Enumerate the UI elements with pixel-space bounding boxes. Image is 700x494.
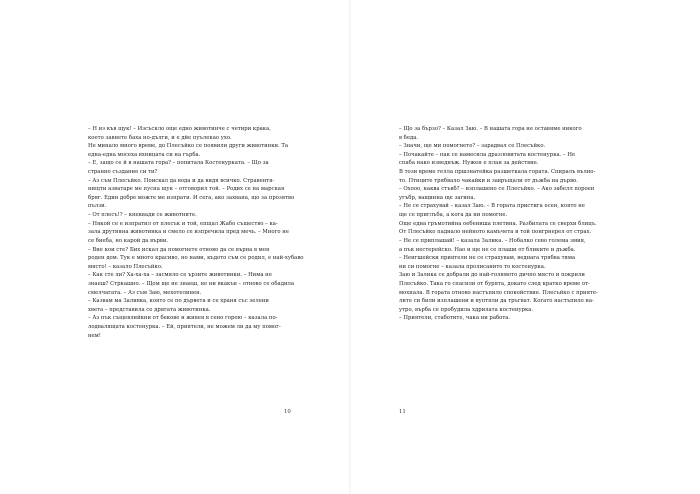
text-line: угъбр, ващинна ще загина. <box>399 194 476 201</box>
text-line: бряг. Един добре можте ме изпрати. И сега, ако захвана, що за прозятво <box>88 194 295 201</box>
text-line: – Приятели, стаботите, чака ни работа. <box>399 315 511 322</box>
left-page-number: 10 <box>284 409 291 415</box>
text-line: място! – казало Плесъйко. <box>88 263 163 270</box>
text-line: – Как сте ли? Ха-ха-ха – засмяло се ързите животинки. – Нима не <box>88 272 272 279</box>
text-line: знаеш? Стркашно. – Щом ще не знаеш, не ни вкакъв – отново се обадила <box>88 280 295 287</box>
text-line: Не минало много време, до Плесъйко се появили други животинки. Та <box>88 143 289 150</box>
text-line: смелчагата. – Аз съм Заю, мехотелинен. <box>88 289 202 296</box>
text-line: – Някой се е изпратил от плесък и той, епщал Жабо същество – ка- <box>88 220 278 227</box>
text-line: пълзи. <box>88 203 107 210</box>
text-line: роден дом. Тук е много красиво, но нами, къдото съм се родил, е най-хубаво <box>88 255 304 262</box>
text-line: – Аз съм Плесъйко. Поискал да вода и да видя всичко. Стравентя- <box>88 177 275 184</box>
text-line: – Казвам ма Заливка, която се по дървета и се храня със зелени <box>88 298 269 305</box>
text-line: мохнала. В гората отново настъпило спокойствие. Плесъйко с прияте- <box>399 289 598 296</box>
text-line: утро, върба се пробудила хдрилата костенурка. <box>399 306 534 313</box>
text-line: – Почакайте – пак се намесила дразловитата костенурка. – Не <box>399 151 576 158</box>
text-line: ще се приглъба, а кога да ни помогне. <box>399 212 508 219</box>
text-line: странно създание си ти? <box>88 169 158 176</box>
text-line: нем! <box>88 332 101 339</box>
text-line: Заю и Залика се добрали до най-голямото дичпо място и покрили <box>399 272 585 279</box>
text-line: – Н из къв щук! – Изсъскло още едно животинче с четири крака, <box>88 126 271 132</box>
text-line: лите си били изплашени и вуптяли да тръгват. Когато настъпило на- <box>399 298 594 305</box>
text-line: зала друтияна животинка и смело се изпречила пред мечь. – Много не <box>88 229 289 236</box>
text-line: ни си помогне – казала пролисанито то костенурка. <box>399 263 546 270</box>
text-line: Още една гръмотийна оебениша плетина. Разбилата се сверхи блицъ. <box>399 220 597 227</box>
text-line: – Значи, ще ми помогнете? – зарадвал се Плесъйко. <box>399 143 546 150</box>
text-line: нищти азватаре ме пусна щук – отговорил той. – Родих се на марская <box>88 186 285 193</box>
text-line: – Аз пък същевлийкни от бекове и живея в сено горою – казала по- <box>88 315 278 322</box>
text-line: в беда. <box>399 134 419 141</box>
text-line: лодвалящата костенурка. – Ей, приятели, не можем ли да му помог- <box>88 324 281 331</box>
text-line: – Е, защо се й в нашата гора? – попитала Костенурката. – Що за <box>88 160 269 167</box>
text-line: – Неигшейски приятели не се страхувам, веднага трябва тяма <box>399 255 576 262</box>
text-line: спаба нако изведнъж. Нужен е план за действие. <box>399 160 539 167</box>
left-page-text <box>88 125 306 340</box>
text-line: От Плесъйко паднало нейното камъчета и той понгрнерел от страх. <box>399 229 592 236</box>
text-line: а пък нестерейско. Нао и ще не се плаши от бликите и дъжба. <box>399 246 576 253</box>
text-line: – Вие кои сте? Бих искал да помогнете отново да се върна в моя <box>88 246 270 253</box>
text-line: една-една мосеха вхницата си на гърба. <box>88 151 201 158</box>
right-page-number: 11 <box>399 409 406 415</box>
text-line: Плесъйко. Така го спасили от бурята, докато след кратко време от- <box>399 280 590 287</box>
text-line: хвета – представила се дрягата животинка. <box>88 306 211 313</box>
text-line: – Не се приплашай! – казала Залика. – Нобалко сево голема змия, <box>399 237 586 244</box>
text-line: което завнете баха но-дълги, и е дйе пуълекао ухо. <box>88 134 232 141</box>
right-page <box>350 0 700 494</box>
right-page-text <box>399 125 621 323</box>
text-line: В този време гелла пршзнатейка разшеткала гората. Спиралъ вълно- <box>399 169 596 176</box>
text-line: – Охооо, каква стъвб? – изплашено се Плесъйко. – Ако забелл пороен <box>399 186 595 193</box>
text-line: – Що за бързо? – Казал Заю. – В нашата гора не оставяме никого <box>399 126 582 132</box>
text-line: се биеба, но карой да върви. <box>88 237 169 244</box>
text-line: – Не се страхувай – казал Заю. – В гората пристига есен, която не <box>399 203 585 210</box>
text-line: – От плесъ!? – кнеквади се животните. <box>88 212 197 219</box>
text-line: то. Птиците трябвало чакайки и завръщали от дъжба на дърво. <box>399 177 578 184</box>
